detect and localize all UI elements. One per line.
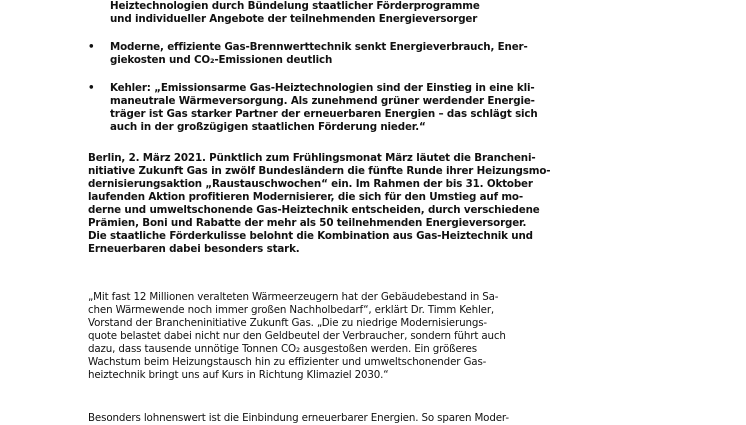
- text-line: giekosten und CO₂-Emissionen deutlich: [110, 54, 333, 66]
- text-line: Wachstum beim Heizungstausch hin zu effizienter und umweltschonender Gas-: [88, 356, 487, 368]
- bullet-text: [110, 41, 570, 67]
- text-line: dernisierungsaktion „Raustauschwochen“ ein. Im Rahmen der bis 31. Oktober: [88, 178, 533, 190]
- bullet-marker: •: [88, 41, 95, 53]
- text-line: quote belastet dabei nicht nur den Geldbeutel der Verbraucher, sondern führt auch: [88, 330, 506, 342]
- text-line: derne und umweltschonende Gas-Heiztechnik entscheiden, durch verschiedene: [88, 204, 540, 216]
- bullet-marker: •: [88, 82, 95, 94]
- next-paragraph-start: Besonders lohnenswert ist die Einbindung erneuerbarer Energien. So sparen Moder-: [88, 412, 509, 424]
- text-line: Kehler: „Emissionsarme Gas-Heiztechnologien sind der Einstieg in eine kli-: [110, 82, 535, 94]
- bullet-continuation: [110, 0, 580, 26]
- text-line: Die staatliche Förderkulisse belohnt die Kombination aus Gas-Heiztechnik und: [88, 230, 533, 242]
- text-line: „Mit fast 12 Millionen veralteten Wärmeerzeugern hat der Gebäudebestand in Sa-: [88, 291, 499, 303]
- text-line: nitiative Zukunft Gas in zwölf Bundesländern die fünfte Runde ihrer Heizungsmo-: [88, 165, 551, 177]
- text-line: Prämien, Boni und Rabatte der mehr als 50 teilnehmenden Energieversorger.: [88, 217, 527, 229]
- bullet-text: [110, 82, 570, 134]
- lead-paragraph: [88, 152, 568, 256]
- text-line: chen Wärmewende noch immer großen Nachholbedarf“, erklärt Dr. Timm Kehler,: [88, 304, 495, 316]
- text-line: und individueller Angebote der teilnehmenden Energieversorger: [110, 13, 478, 25]
- text-line: laufenden Aktion profitieren Modernisierer, die sich für den Umstieg auf mo-: [88, 191, 523, 203]
- text-line: träger ist Gas starker Partner der erneuerbaren Energien – das schlägt sich: [110, 108, 538, 120]
- text-line: heiztechnik bringt uns auf Kurs in Richtung Klimaziel 2030.“: [88, 369, 389, 381]
- text-line: Berlin, 2. März 2021. Pünktlich zum Frühlingsmonat März läutet die Brancheni-: [88, 152, 536, 164]
- text-line: maneutrale Wärmeversorgung. Als zunehmend grüner werdender Energie-: [110, 95, 535, 107]
- text-line: Heiztechnologien durch Bündelung staatlicher Förderprogramme: [110, 0, 480, 12]
- text-line: dazu, dass tausende unnötige Tonnen CO₂ ausgestoßen werden. Ein größeres: [88, 343, 477, 355]
- text-line: Erneuerbaren dabei besonders stark.: [88, 243, 300, 255]
- text-line: Vorstand der Brancheninitiative Zukunft Gas. „Die zu niedrige Modernisierungs-: [88, 317, 487, 329]
- quote-paragraph: [88, 291, 568, 382]
- text-line: Moderne, effiziente Gas-Brennwerttechnik senkt Energieverbrauch, Ener-: [110, 41, 528, 53]
- text-line: auch in der großzügigen staatlichen Förderung nieder.“: [110, 121, 426, 133]
